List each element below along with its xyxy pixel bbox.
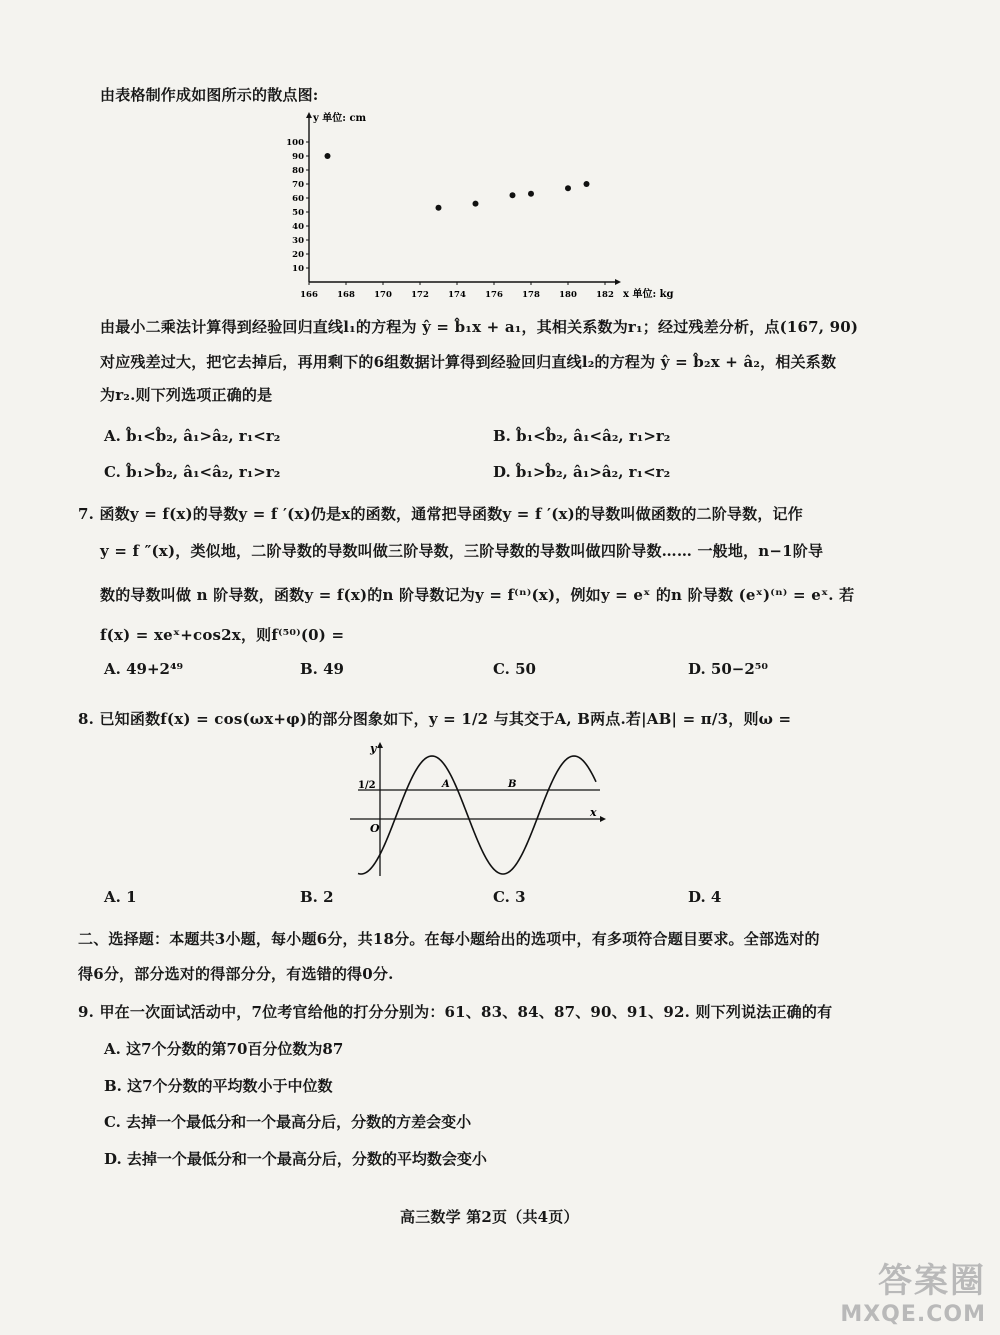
q7-line4: f(x) = xeˣ+cos2x，则f⁽⁵⁰⁾(0) = [100, 626, 345, 644]
y-tick-label: 60 [292, 194, 304, 204]
y-tick-label: 70 [292, 180, 304, 190]
scatter-point [584, 181, 590, 187]
graph-x-label: x [590, 806, 597, 819]
watermark-line2: MXQE.COM [840, 1302, 986, 1327]
scatter-point [473, 201, 479, 207]
y-tick-label: 30 [292, 236, 304, 246]
x-tick-label: 172 [411, 290, 429, 300]
graph-y-arrow [377, 742, 383, 748]
q8-option-c: C. 3 [493, 888, 526, 906]
y-tick-label: 10 [292, 264, 304, 274]
q9-option-b: B. 这7个分数的平均数小于中位数 [104, 1077, 333, 1095]
y-tick-label: 20 [292, 250, 304, 260]
section2-line1: 二、选择题：本题共3小题，每小题6分，共18分。在每小题给出的选项中，有多项符合题目要求。全部选对的 [78, 930, 820, 948]
q8-option-a: A. 1 [104, 888, 137, 906]
page-footer: 高三数学 第2页（共4页） [400, 1208, 579, 1226]
x-tick-label: 168 [337, 290, 355, 300]
y-tick-label: 80 [292, 166, 304, 176]
cosine-graph [350, 740, 610, 880]
scatter-point [325, 153, 331, 159]
x-tick-label: 180 [559, 290, 577, 300]
q7-option-c: C. 50 [493, 660, 536, 678]
y-tick-label: 90 [292, 152, 304, 162]
q7-option-b: B. 49 [300, 660, 344, 678]
q9-option-c: C. 去掉一个最低分和一个最高分后，分数的方差会变小 [104, 1113, 472, 1131]
y-axis-arrow [306, 112, 312, 118]
graph-origin-label: O [370, 822, 380, 835]
cosine-curve [358, 756, 596, 874]
graph-point-a-label: A [442, 779, 450, 790]
x-tick-label: 182 [596, 290, 614, 300]
q8-line1: 8. 已知函数f(x) = cos(ωx+φ)的部分图象如下，y = 1/2 与其交于A, B两点.若|AB| = π/3，则ω = [78, 710, 792, 728]
section2-line2: 得6分，部分选对的得部分分，有选错的得0分. [78, 965, 394, 983]
graph-y-label: y [370, 742, 377, 755]
q6-option-a: A. b̂₁<b̂₂, â₁>â₂, r₁<r₂ [104, 427, 281, 445]
x-tick-label: 176 [485, 290, 503, 300]
y-tick-label: 100 [286, 138, 304, 148]
x-axis-label: x 单位: kg [623, 289, 674, 300]
x-axis-arrow [615, 279, 621, 285]
q8-option-b: B. 2 [300, 888, 334, 906]
y-axis-label: y 单位: cm [313, 113, 367, 124]
x-tick-label: 166 [300, 290, 318, 300]
q6-intro: 由表格制作成如图所示的散点图: [100, 86, 319, 104]
x-tick-label: 170 [374, 290, 392, 300]
q9-option-d: D. 去掉一个最低分和一个最高分后，分数的平均数会变小 [104, 1150, 487, 1168]
q6-body-line3: 为r₂.则下列选项正确的是 [100, 386, 273, 404]
x-tick-label: 174 [448, 290, 466, 300]
graph-half-label: 1/2 [358, 780, 376, 791]
q6-body-line2: 对应残差过大，把它去掉后，再用剩下的6组数据计算得到经验回归直线l₂的方程为 ŷ = b̂₂x + â₂，相关系数 [100, 353, 837, 371]
q6-body-line1: 由最小二乘法计算得到经验回归直线l₁的方程为 ŷ = b̂₁x + a₁，其相关系数为r₁；经过残差分析，点(167, 90) [100, 318, 859, 336]
q9-stem: 9. 甲在一次面试活动中，7位考官给他的打分分别为：61、83、84、87、90、91、92. 则下列说法正确的有 [78, 1003, 833, 1021]
graph-x-arrow [600, 816, 606, 822]
q6-option-b: B. b̂₁<b̂₂, â₁<â₂, r₁>r₂ [493, 427, 671, 445]
graph-point-b-label: B [508, 779, 517, 790]
watermark-line1: 答案圈 [878, 1261, 986, 1301]
q7-line3: 数的导数叫做 n 阶导数，函数y = f(x)的n 阶导数记为y = f⁽ⁿ⁾(x)，例如y = eˣ 的n 阶导数 (eˣ)⁽ⁿ⁾ = eˣ. 若 [100, 586, 855, 604]
watermark-logo [840, 1253, 986, 1327]
q7-line2: y = f ″(x)，类似地，二阶导数的导数叫做三阶导数，三阶导数的导数叫做四阶导数…… 一般地，n−1阶导 [100, 542, 824, 560]
y-tick-label: 40 [292, 222, 304, 232]
scatter-point [528, 191, 534, 197]
q7-line1: 7. 函数y = f(x)的导数y = f ′(x)仍是x的函数，通常把导函数y = f ′(x)的导数叫做函数的二阶导数，记作 [78, 505, 803, 523]
q7-option-d: D. 50−2⁵⁰ [688, 660, 768, 678]
scatter-point [436, 205, 442, 211]
x-tick-label: 178 [522, 290, 540, 300]
scatter-point [510, 192, 516, 198]
q6-option-d: D. b̂₁>b̂₂, â₁>â₂, r₁<r₂ [493, 463, 671, 481]
y-tick-label: 50 [292, 208, 304, 218]
q8-option-d: D. 4 [688, 888, 722, 906]
q6-option-c: C. b̂₁>b̂₂, â₁<â₂, r₁>r₂ [104, 463, 281, 481]
q7-option-a: A. 49+2⁴⁹ [104, 660, 184, 678]
scatter-point [565, 185, 571, 191]
scatter-plot [275, 110, 695, 310]
q9-option-a: A. 这7个分数的第70百分位数为87 [104, 1040, 344, 1058]
